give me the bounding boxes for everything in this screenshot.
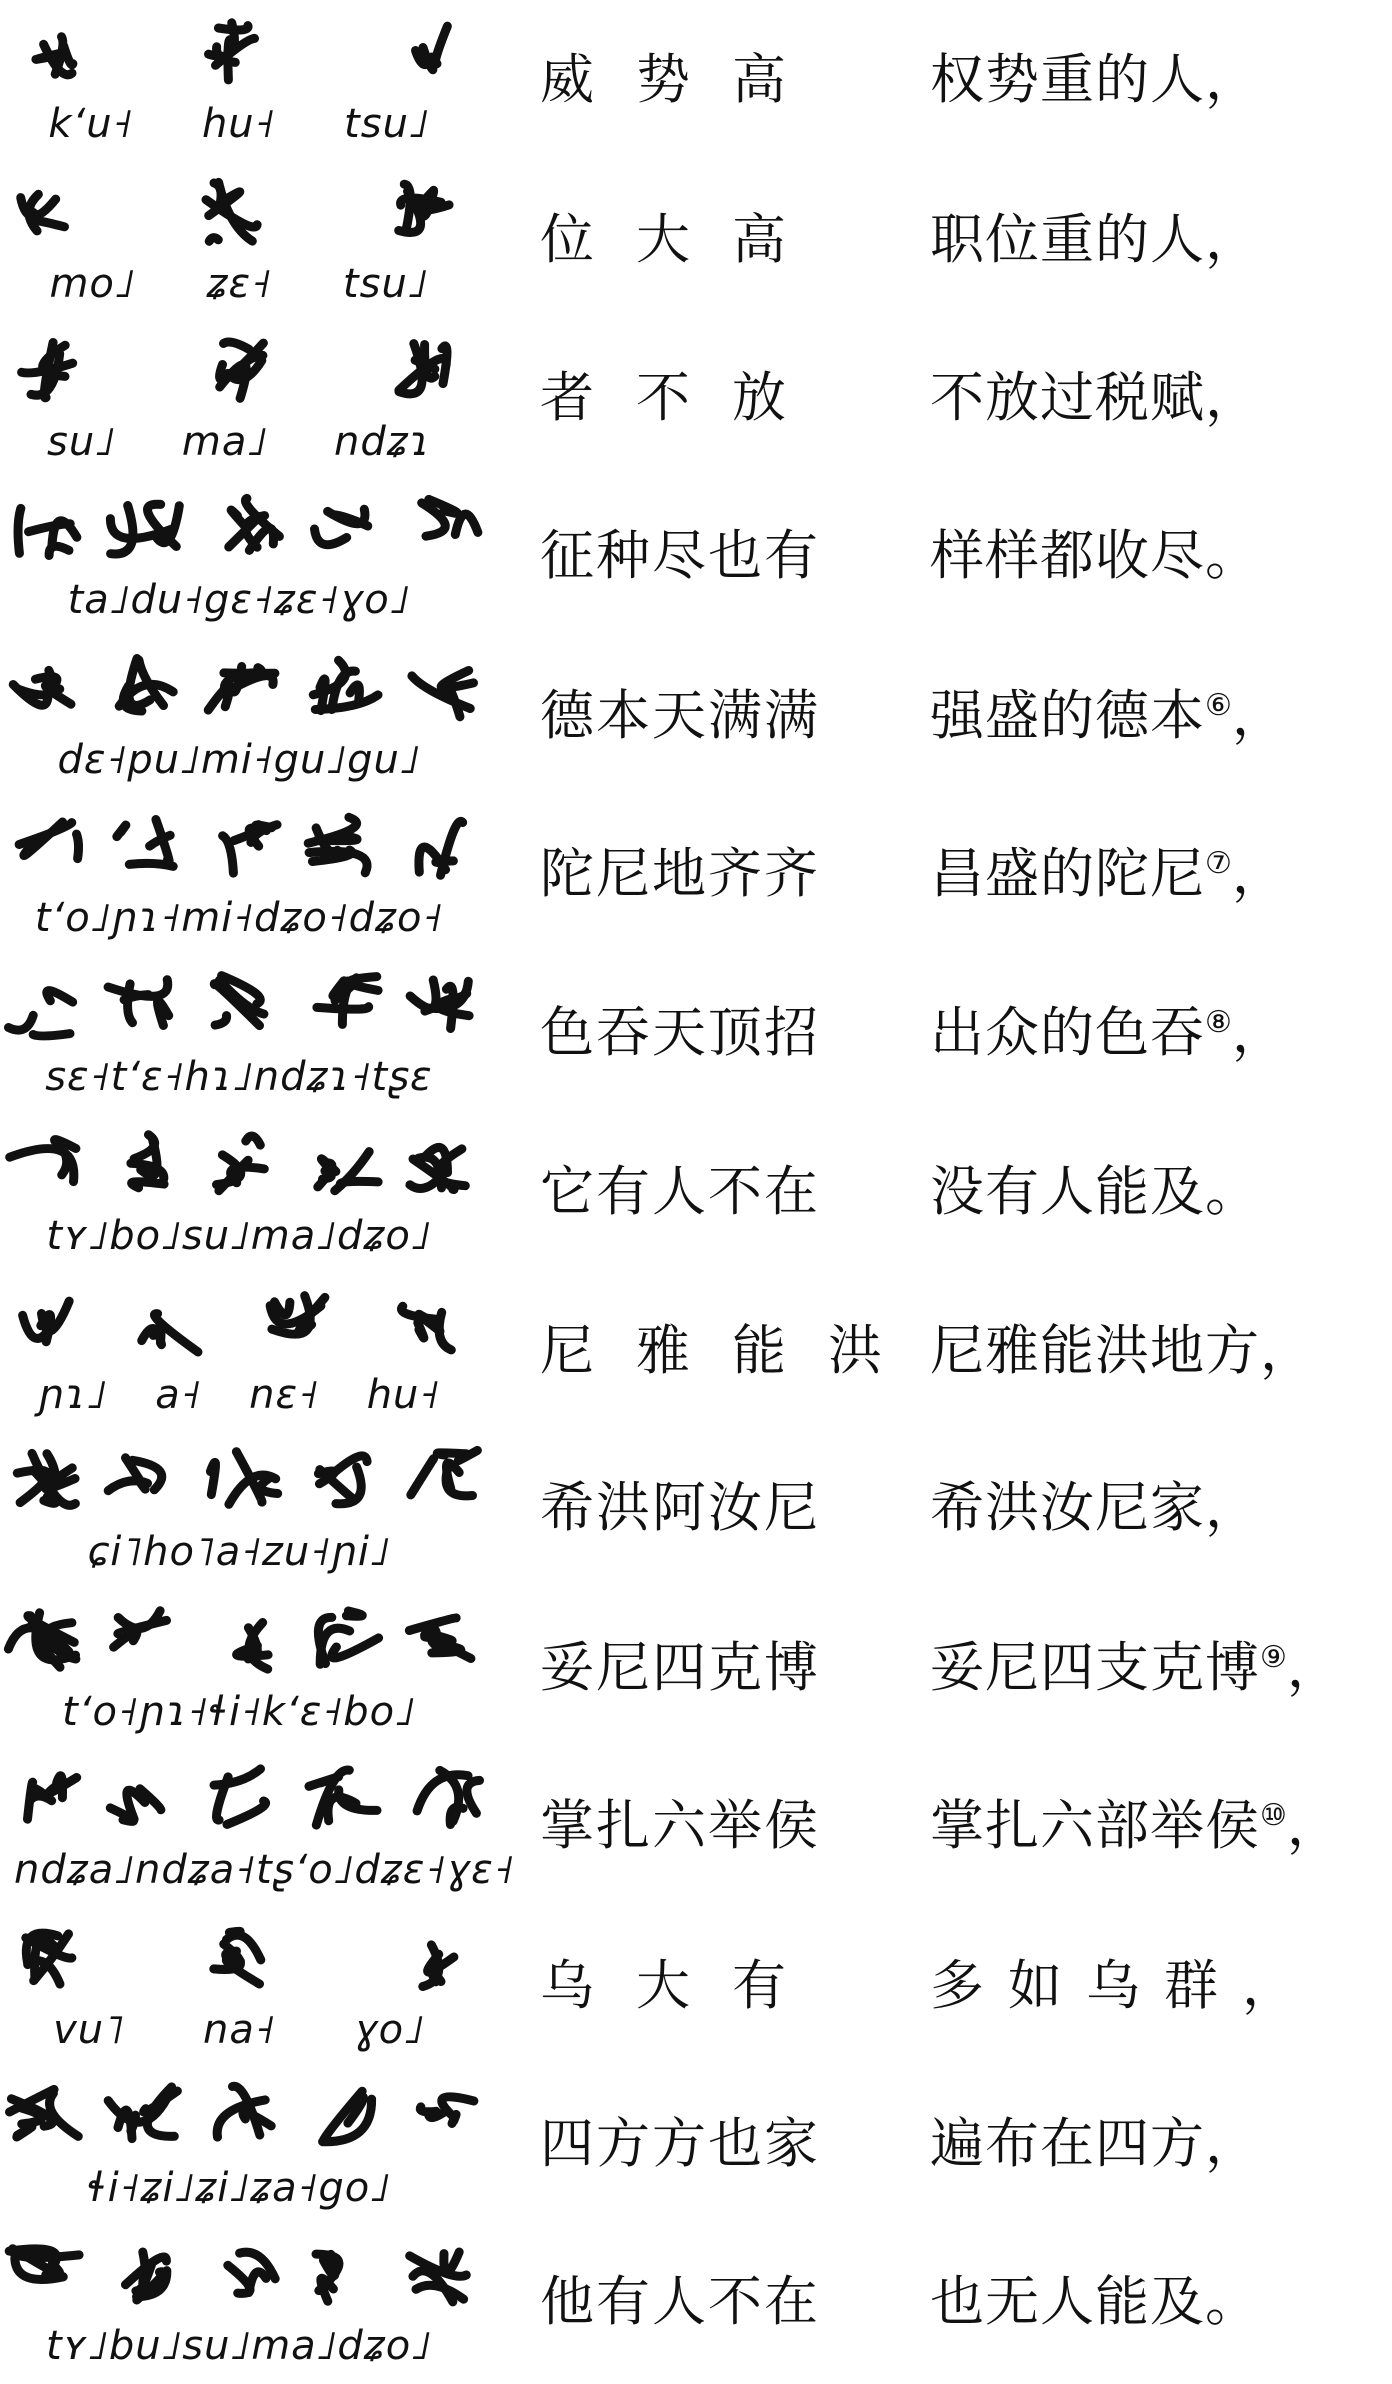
romanization-syllable: ɕi˥ho˥a˧zu˧ɲi˩ [87, 1529, 391, 1575]
yi-glyphs [14, 1600, 464, 1686]
yi-glyph-stroke [429, 2110, 447, 2117]
romanization-syllable: ʑɛ˧ [206, 261, 273, 307]
yi-glyph-stroke [441, 821, 463, 875]
yi-glyph-stroke [52, 521, 77, 546]
yi-glyphs [14, 965, 464, 1051]
yi-glyph [9, 2249, 79, 2280]
yi-script-block [14, 1283, 464, 1425]
literal-gloss: 者不放 [540, 366, 828, 429]
yi-glyph-stroke [108, 980, 168, 997]
yi-glyph-stroke [28, 1782, 33, 1819]
yi-glyphs [14, 12, 464, 98]
romanization-syllable: hu˧ [201, 101, 276, 147]
yi-glyph [131, 1135, 164, 1188]
romanization-syllable: dɛ˧pu˩mi˧gu˩gu˩ [57, 737, 421, 783]
yi-glyph [108, 2087, 177, 2139]
literal-gloss: 尼雅能洪 [540, 1319, 924, 1382]
yi-glyph-stroke [256, 825, 272, 831]
yi-glyph [217, 2086, 271, 2137]
free-translation-text: 不放过税赋， [930, 366, 1260, 429]
free-translation-text: 希洪汝尼家， [930, 1476, 1260, 1539]
text-row [0, 1750, 1392, 1908]
literal-gloss: 乌大有 [540, 1954, 828, 2017]
yi-glyph [209, 23, 255, 80]
romanization-syllable: ɬi˧ʑi˩ʑi˩ʑa˧go˩ [87, 2165, 391, 2211]
yi-glyph-stroke [33, 1034, 70, 1036]
free-translation-text: 多如乌群， [930, 1954, 1320, 2017]
footnote-marker[interactable]: ⑨ [1260, 1640, 1287, 1675]
yi-glyph [318, 1611, 378, 1664]
romanization-syllable: vu˥ [53, 2007, 125, 2053]
literal-gloss: 四方方也家 [540, 2112, 820, 2175]
yi-glyph [110, 1789, 161, 1822]
yi-glyph [23, 1301, 70, 1342]
free-translation-text: 出众的色吞 [930, 1001, 1205, 1064]
yi-glyph-stroke [227, 1801, 266, 1824]
yi-glyph-stroke [214, 1769, 261, 1785]
yi-glyph [416, 26, 448, 70]
yi-glyph-stroke [229, 1931, 240, 1933]
literal-gloss: 掌扎六举侯 [540, 1794, 820, 1857]
yi-glyph [420, 2097, 474, 2124]
yi-glyph [411, 1450, 478, 1495]
romanization [14, 2160, 464, 2216]
romanization [14, 1049, 464, 1105]
yi-glyph-stroke [18, 508, 21, 553]
yi-glyph [217, 1136, 265, 1191]
yi-glyph-stroke [77, 834, 79, 859]
yi-script-block [14, 1758, 515, 1900]
romanization [14, 256, 464, 312]
literal-gloss: 位大高 [540, 208, 828, 271]
yi-glyph-stroke [223, 836, 234, 873]
yi-glyph [417, 1770, 479, 1824]
romanization-syllable: hu˧ [366, 1372, 441, 1418]
yi-glyph [22, 343, 73, 398]
romanization-syllable: tʻo˩ɲɿ˧mi˧dʑo˧dʑo˧ [34, 895, 444, 941]
literal-gloss: 色吞天顶招 [540, 1001, 820, 1064]
yi-glyph-stroke [132, 1182, 164, 1188]
yi-glyph-stroke [39, 221, 65, 227]
yi-glyph [220, 342, 264, 398]
yi-glyph [229, 498, 280, 550]
yi-glyph-stroke [350, 685, 359, 700]
yi-glyph [423, 1945, 454, 1987]
romanization-syllable: ndʑa˩ndʑa˧tʂʻo˩dʑɛ˧ɣɛ˧ [14, 1847, 515, 1893]
free-translation [930, 993, 1370, 1073]
yi-glyph [9, 991, 73, 1036]
yi-glyph-stroke [62, 1149, 67, 1175]
romanization [14, 2002, 464, 2058]
text-row [0, 4, 1392, 162]
footnote-marker[interactable]: ⑥ [1205, 688, 1232, 723]
text-row [0, 798, 1392, 956]
yi-glyph [126, 2252, 167, 2300]
yi-glyph [28, 1776, 77, 1819]
text-row [0, 957, 1392, 1115]
free-translation-text: 遍布在四方， [930, 2112, 1260, 2175]
yi-glyph [21, 194, 65, 231]
yi-glyphs [14, 648, 464, 734]
romanization-syllable: kʻu˧ [48, 101, 134, 147]
yi-glyph [13, 670, 71, 705]
yi-glyph-stroke [47, 991, 73, 1003]
yi-glyph-stroke [404, 184, 410, 231]
free-translation [930, 2262, 1370, 2342]
text-row [0, 1275, 1392, 1433]
yi-glyph-stroke [228, 2265, 250, 2293]
yi-glyph [237, 1623, 268, 1670]
yi-glyph [399, 184, 449, 232]
text-row [0, 1432, 1392, 1590]
yi-glyph [316, 2254, 339, 2301]
punctuation: ， [1286, 1794, 1342, 1857]
yi-glyph [228, 2252, 275, 2293]
yi-glyph [26, 1933, 72, 1984]
yi-glyph [206, 182, 257, 241]
yi-glyphs [14, 2076, 464, 2162]
yi-glyph-stroke [441, 671, 473, 688]
yi-glyph [214, 1769, 266, 1825]
free-translation-text: 样样都收尽。 [930, 524, 1260, 587]
literal-gloss: 它有人不在 [540, 1160, 820, 1223]
free-translation [930, 1946, 1370, 2026]
free-translation [930, 676, 1370, 756]
yi-glyphs [14, 2234, 464, 2320]
romanization [14, 414, 464, 470]
free-translation [930, 1468, 1370, 1548]
text-row [0, 322, 1392, 480]
yi-glyph-stroke [246, 1136, 260, 1145]
romanization-syllable: ɣo˩ [353, 2007, 425, 2053]
yi-script-block [14, 965, 464, 1107]
yi-glyph [422, 499, 478, 536]
yi-glyph-stroke [231, 510, 245, 527]
romanization-syllable: su˩ [46, 419, 116, 465]
punctuation: ， [1286, 1636, 1342, 1699]
punctuation: ， [1231, 1001, 1287, 1064]
footnote-marker[interactable]: ⑧ [1205, 1005, 1232, 1040]
yi-glyph [412, 671, 474, 717]
literal-gloss: 妥尼四克博 [540, 1636, 820, 1699]
yi-glyph [313, 660, 378, 710]
yi-glyph-stroke [418, 1323, 424, 1338]
yi-script-block [14, 1918, 464, 2060]
literal-gloss: 陀尼地齐齐 [540, 842, 820, 905]
yi-glyph [214, 976, 264, 1026]
yi-glyph [410, 980, 469, 1029]
free-translation [930, 1628, 1370, 1708]
free-translation [930, 2104, 1370, 2184]
yi-glyph [318, 1152, 378, 1191]
text-row [0, 1592, 1392, 1750]
yi-glyph-stroke [22, 2108, 42, 2124]
yi-glyph [419, 821, 463, 875]
text-row [0, 1910, 1392, 2068]
yi-glyph [323, 2091, 372, 2142]
yi-glyph [18, 508, 77, 555]
romanization-syllable: tsu˩ [344, 101, 430, 147]
yi-glyph-stroke [320, 679, 325, 711]
romanization-syllable: ɲɿ˩ [37, 1372, 108, 1418]
literal-gloss: 德本天满满 [540, 684, 820, 747]
yi-glyph-stroke [328, 509, 365, 524]
yi-glyph-stroke [332, 1638, 379, 1658]
free-translation-text: 强盛的德本 [930, 684, 1205, 747]
footnote-marker[interactable]: ⑩ [1260, 1798, 1287, 1833]
free-translation-text: 没有人能及。 [930, 1160, 1260, 1223]
yi-glyph-stroke [455, 514, 478, 534]
yi-script-block [14, 1440, 464, 1582]
yi-glyph [10, 1140, 76, 1182]
yi-script-block [14, 172, 464, 314]
footnote-marker[interactable]: ⑦ [1205, 846, 1232, 881]
romanization [14, 572, 464, 628]
romanization [14, 2318, 464, 2374]
romanization [14, 96, 464, 152]
yi-glyph [114, 1611, 167, 1647]
text-row [0, 2226, 1392, 2384]
free-translation [930, 40, 1370, 120]
yi-glyph [399, 344, 447, 394]
yi-script-block [14, 2076, 464, 2218]
yi-glyph-stroke [209, 238, 218, 242]
romanization-syllable: nɛ˧ [249, 1372, 320, 1418]
free-translation-text: 妥尼四支克博 [930, 1636, 1260, 1699]
yi-glyph-stroke [157, 1001, 168, 1026]
romanization-syllable: sɛ˧tʻɛ˧hɿ˩ndʑɿ˧tʂɛ [45, 1054, 433, 1100]
yi-script-block [14, 648, 464, 790]
yi-glyph [214, 1931, 261, 1984]
yi-glyphs [14, 330, 464, 416]
romanization-syllable: tʻo˧ɲɿ˧ɬi˧kʻɛ˧bo˩ [62, 1689, 416, 1735]
yi-glyph-stroke [17, 2127, 32, 2137]
yi-script-block [14, 488, 464, 630]
yi-glyph [10, 2089, 79, 2137]
yi-glyph [308, 817, 367, 873]
free-translation [930, 1311, 1370, 1391]
romanization-syllable: tsu˩ [342, 261, 429, 307]
yi-glyph-stroke [444, 2252, 459, 2273]
yi-script-block [14, 806, 464, 948]
free-translation-text: 昌盛的陀尼 [930, 842, 1205, 905]
romanization [14, 1842, 515, 1898]
literal-gloss: 希洪阿汝尼 [540, 1476, 820, 1539]
yi-glyph-stroke [467, 1780, 480, 1813]
yi-glyphs [14, 172, 464, 258]
punctuation: ， [1231, 684, 1287, 747]
romanization-syllable: mo˩ [49, 261, 136, 307]
yi-glyph [270, 1296, 325, 1334]
free-translation-text: 也无人能及。 [930, 2270, 1260, 2333]
yi-glyph [108, 980, 169, 1026]
yi-script-block [14, 2234, 464, 2376]
yi-glyph [208, 667, 275, 711]
romanization-syllable: tʏ˩bo˩su˩ma˩dʑo˩ [46, 1213, 432, 1259]
yi-glyph [309, 1770, 377, 1825]
yi-glyph [410, 2252, 467, 2302]
yi-glyph-stroke [416, 2285, 464, 2299]
yi-script-block [14, 1124, 464, 1266]
yi-glyph [409, 1618, 471, 1659]
yi-glyph [119, 659, 173, 712]
literal-gloss: 威势高 [540, 48, 828, 111]
free-translation-text: 职位重的人， [930, 208, 1260, 271]
free-translation [930, 516, 1370, 596]
yi-glyph [410, 1147, 465, 1189]
yi-glyphs [14, 488, 464, 574]
yi-glyph [317, 977, 378, 1025]
yi-glyph-stroke [411, 1459, 434, 1495]
yi-glyphs [14, 806, 464, 892]
free-translation-text: 掌扎六部举侯 [930, 1794, 1260, 1857]
yi-glyph [223, 825, 277, 873]
yi-script-block [14, 1600, 464, 1742]
yi-glyphs [14, 1758, 464, 1844]
yi-glyph [108, 1458, 162, 1491]
yi-glyph-stroke [315, 529, 347, 545]
yi-glyphs [14, 1440, 464, 1526]
yi-glyph-stroke [224, 342, 250, 349]
yi-glyph-stroke [117, 825, 126, 836]
free-translation-text: 尼雅能洪地方， [930, 1319, 1315, 1382]
romanization-syllable: a˧ [155, 1372, 202, 1418]
yi-glyph-stroke [237, 1646, 268, 1657]
yi-glyph [318, 1456, 367, 1504]
literal-gloss: 征种尽也有 [540, 524, 820, 587]
romanization [14, 890, 464, 946]
romanization-syllable: tʏ˩bu˩su˩ma˩dʑo˩ [45, 2323, 433, 2369]
romanization-syllable: ma˩ [181, 419, 269, 465]
free-translation-text: 权势重的人， [930, 48, 1260, 111]
yi-glyph-stroke [215, 1016, 226, 1026]
romanization-syllable: na˧ [203, 2007, 276, 2053]
romanization-syllable: ndʑɿ [334, 419, 431, 465]
yi-glyph [142, 1314, 198, 1352]
yi-glyphs [14, 1124, 464, 1210]
yi-glyph-stroke [435, 26, 447, 64]
text-row [0, 1116, 1392, 1274]
text-row [0, 2068, 1392, 2226]
yi-glyph [36, 37, 73, 75]
text-row [0, 480, 1392, 638]
romanization [14, 1524, 464, 1580]
yi-glyphs [14, 1918, 464, 2004]
yi-glyph [19, 822, 78, 859]
free-translation [930, 200, 1370, 280]
yi-glyph [8, 1613, 76, 1668]
yi-glyph-stroke [340, 1181, 378, 1185]
text-row [0, 640, 1392, 798]
yi-glyph-stroke [50, 2093, 79, 2136]
text-row [0, 164, 1392, 322]
yi-glyph-stroke [210, 1462, 215, 1494]
yi-glyph [17, 1453, 75, 1505]
free-translation [930, 834, 1370, 914]
yi-glyph [117, 820, 173, 867]
yi-script-block [14, 330, 464, 472]
free-translation [930, 358, 1370, 438]
yi-glyph-stroke [118, 2110, 132, 2138]
yi-glyph-stroke [36, 54, 58, 60]
romanization-syllable: ta˩du˧gɛ˧ʑɛ˧ɣo˩ [67, 577, 411, 623]
yi-glyph [402, 1306, 452, 1350]
literal-gloss: 他有人不在 [540, 2270, 820, 2333]
romanization [14, 1367, 464, 1423]
romanization [14, 732, 464, 788]
yi-glyph [110, 504, 179, 554]
free-translation [930, 1152, 1370, 1232]
yi-glyph [315, 509, 368, 545]
yi-glyph-stroke [446, 1463, 459, 1489]
yi-script-block [14, 12, 464, 154]
yi-glyph-stroke [346, 1611, 362, 1616]
punctuation: ， [1231, 842, 1287, 905]
yi-glyph-stroke [9, 1015, 34, 1030]
romanization [14, 1684, 464, 1740]
yi-glyphs [14, 1283, 464, 1369]
free-translation [930, 1786, 1370, 1866]
romanization [14, 1208, 464, 1264]
yi-glyph-stroke [57, 1776, 63, 1798]
yi-glyph [210, 1452, 277, 1505]
